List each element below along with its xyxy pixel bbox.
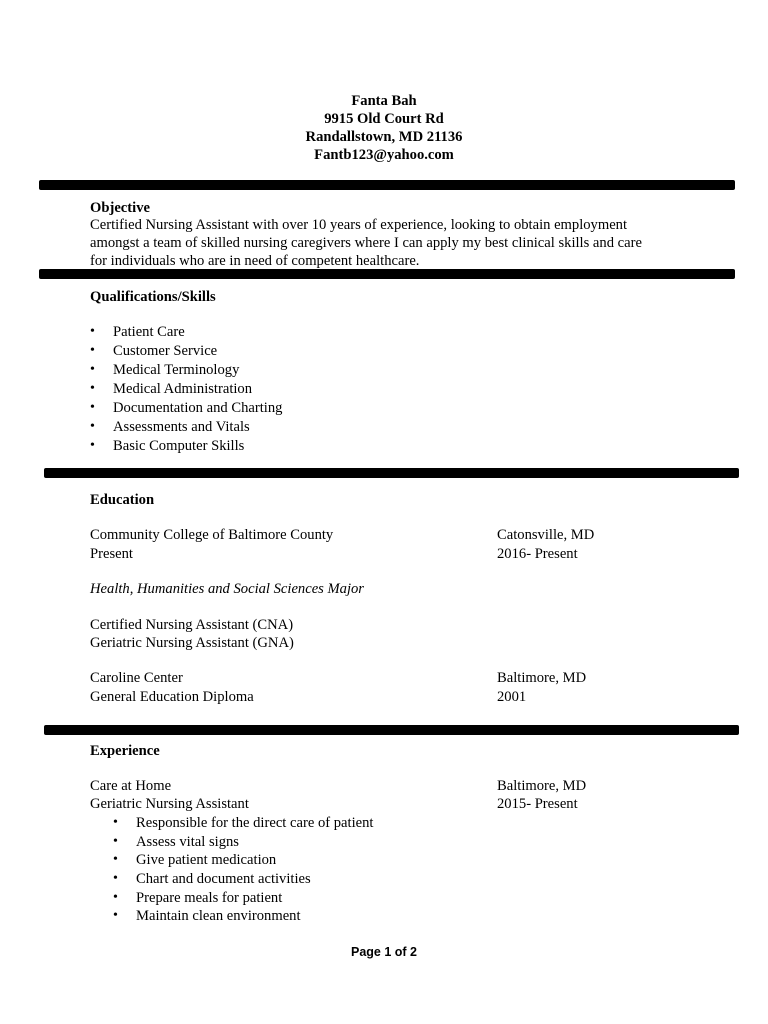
applicant-name: Fanta Bah — [351, 93, 417, 109]
email-address: Fantb123@yahoo.com — [314, 147, 454, 163]
duty-item: • Responsible for the direct care of patient — [113, 814, 373, 833]
job-dates: 2015- Present — [497, 796, 578, 812]
section-divider — [39, 269, 735, 279]
skill-item: • Assessments and Vitals — [90, 418, 282, 437]
employer-name: Care at Home — [90, 778, 172, 794]
skills-list — [90, 323, 282, 456]
experience-heading: Experience — [90, 743, 160, 759]
city-state-zip: Randallstown, MD 21136 — [305, 129, 463, 145]
objective-heading: Objective — [90, 200, 150, 216]
skill-item: • Customer Service — [90, 342, 282, 361]
objective-line: Certified Nursing Assistant with over 10 years of experience, looking to obtain employment — [90, 217, 628, 233]
qualifications-heading: Qualifications/Skills — [90, 289, 216, 305]
duty-item: • Chart and document activities — [113, 870, 373, 889]
section-divider — [39, 180, 735, 190]
school-name: Caroline Center — [90, 670, 183, 686]
certification: Certified Nursing Assistant (CNA) — [90, 617, 294, 633]
section-divider — [44, 468, 739, 478]
skill-item: • Basic Computer Skills — [90, 437, 282, 456]
duty-item: • Maintain clean environment — [113, 907, 373, 926]
school-dates: 2016- Present — [497, 546, 578, 562]
employer-location: Baltimore, MD — [497, 778, 587, 794]
duty-item: • Prepare meals for patient — [113, 889, 373, 908]
skill-item: • Medical Terminology — [90, 361, 282, 380]
major: Health, Humanities and Social Sciences Major — [90, 581, 364, 597]
page-number: Page 1 of 2 — [351, 945, 417, 959]
duties-list — [113, 814, 373, 926]
duty-item: • Assess vital signs — [113, 833, 373, 852]
school-name: Community College of Baltimore County — [90, 527, 334, 543]
objective-line: for individuals who are in need of competent healthcare. — [90, 253, 420, 269]
certification: Geriatric Nursing Assistant (GNA) — [90, 635, 294, 651]
education-heading: Education — [90, 492, 155, 508]
school-status: Present — [90, 546, 133, 562]
skill-item: • Patient Care — [90, 323, 282, 342]
skill-item: • Medical Administration — [90, 380, 282, 399]
street-address: 9915 Old Court Rd — [324, 111, 444, 127]
school-location: Catonsville, MD — [497, 527, 595, 543]
skill-item: • Documentation and Charting — [90, 399, 282, 418]
school-location: Baltimore, MD — [497, 670, 587, 686]
graduation-year: 2001 — [497, 689, 527, 705]
contact-header — [0, 92, 768, 164]
objective-line: amongst a team of skilled nursing caregivers where I can apply my best clinical skills and care — [90, 235, 642, 251]
job-title: Geriatric Nursing Assistant — [90, 796, 249, 812]
section-divider — [44, 725, 739, 735]
duty-item: • Give patient medication — [113, 851, 373, 870]
degree: General Education Diploma — [90, 689, 254, 705]
